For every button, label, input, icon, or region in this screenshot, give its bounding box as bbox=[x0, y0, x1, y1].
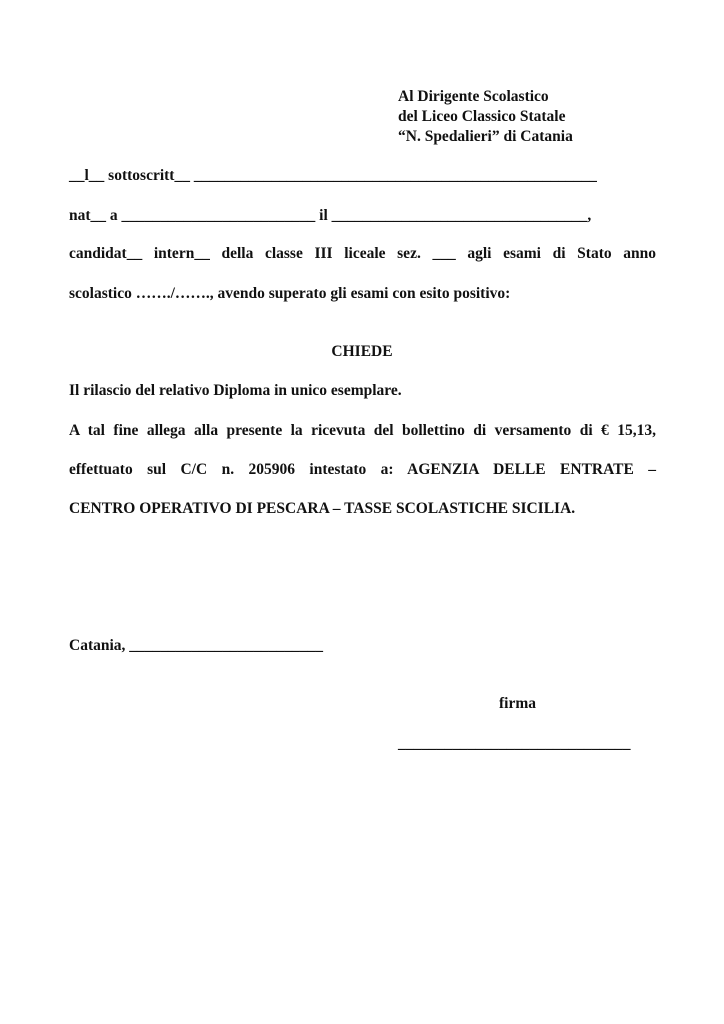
anno-scolastico-line: scolastico ……./……., avendo superato gli esami con esito positivo: bbox=[69, 285, 511, 302]
recipient-line-2: del Liceo Classico Statale bbox=[398, 108, 566, 125]
request-line-1: Il rilascio del relativo Diploma in unico esemplare. bbox=[69, 382, 402, 399]
recipient-line-1: Al Dirigente Scolastico bbox=[398, 88, 549, 105]
place-date-line: Catania, _________________________ bbox=[69, 637, 324, 654]
signature-label: firma bbox=[499, 695, 537, 712]
request-line-2: A tal fine allega alla presente la ricevuta del bollettino di versamento di € 15,13, bbox=[69, 422, 656, 439]
candidato-line: candidat__ intern__ della classe III liceale sez. ___ agli esami di Stato anno bbox=[69, 245, 656, 262]
recipient-line-3: “N. Spedalieri” di Catania bbox=[398, 128, 573, 145]
request-line-4: CENTRO OPERATIVO DI PESCARA – TASSE SCOLASTICHE SICILIA. bbox=[69, 500, 576, 517]
signature-line: ______________________________ bbox=[398, 735, 631, 752]
request-heading: CHIEDE bbox=[331, 343, 393, 360]
request-line-3: effettuato sul C/C n. 205906 intestato a: AGENZIA DELLE ENTRATE – bbox=[69, 461, 656, 478]
nato-line: nat__ a _________________________ il _________________________________, bbox=[69, 207, 592, 224]
sottoscritto-line: __l__ sottoscritt__ ____________________________________________________ bbox=[69, 167, 597, 184]
